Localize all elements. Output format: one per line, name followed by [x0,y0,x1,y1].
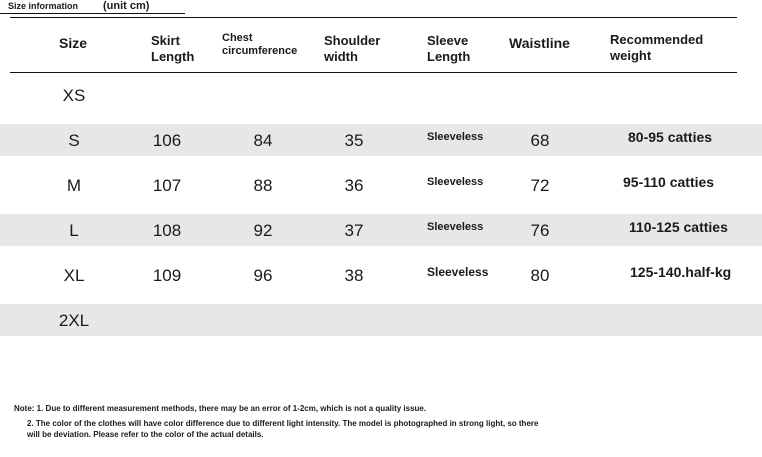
cell-sleeve: Sleeveless [427,131,484,143]
cell-waist: 72 [530,176,550,195]
header-shoulder [324,33,380,64]
cell-size: M [66,176,82,195]
row-band-2xl [0,304,762,336]
header-shoulder-line1: Shoulder [324,33,381,48]
header-waistline: Waistline [509,35,570,51]
cell-size: 2XL [58,311,90,330]
cell-weight: 80-95 catties [628,129,713,145]
header-sleeve-line2: Length [427,48,471,64]
header-chest-line2: circumference [222,45,298,58]
header-skirt-length [151,33,194,64]
cell-waist: 68 [530,131,550,150]
note-line-2: 2. The color of the clothes will have color difference due to different light intensity. The model is photographed in strong light, so there [27,419,539,428]
cell-chest: 84 [253,131,273,150]
note-line-3: will be deviation. Please refer to the color of the actual details. [27,430,264,439]
header-skirt-line1: Skirt [151,33,180,48]
header-shoulder-line2: width [324,48,358,64]
cell-skirt: 107 [152,176,182,195]
cell-weight: 95-110 catties [623,174,715,190]
cell-waist: 76 [530,221,550,240]
cell-chest: 92 [253,221,273,240]
cell-shoulder: 38 [344,266,364,285]
cell-sleeve: Sleeveless [427,265,489,279]
header-chest-line1: Chest [222,32,253,44]
header-skirt-line2: Length [151,48,195,64]
cell-chest: 88 [253,176,273,195]
header-weight-line1: Recommended [610,32,704,47]
cell-size: S [68,131,80,150]
cell-waist: 80 [530,266,550,285]
header-bottom-rule [10,72,737,73]
cell-sleeve: Sleeveless [427,176,484,188]
header-chest [222,32,297,58]
size-info-title: Size information [8,1,79,11]
cell-chest: 96 [253,266,273,285]
cell-shoulder: 35 [344,131,364,150]
cell-shoulder: 37 [344,221,364,240]
cell-size: XL [63,266,85,285]
unit-label: (unit cm) [103,0,150,12]
title-underline [0,13,185,14]
header-sleeve [427,33,470,64]
table-top-rule [10,17,737,18]
cell-skirt: 108 [152,221,182,240]
header-weight-line2: weight [610,47,652,63]
cell-size: L [69,221,79,240]
cell-shoulder: 36 [344,176,364,195]
cell-weight: 110-125 catties [629,219,728,235]
header-weight [610,32,703,63]
cell-weight: 125-140.half-kg [630,264,732,280]
note-line-1: Note: 1. Due to different measurement methods, there may be an error of 1-2cm, which is not a quality issue. [14,404,427,413]
header-sleeve-line1: Sleeve [427,33,469,48]
header-size: Size [59,35,88,51]
cell-skirt: 109 [152,266,182,285]
cell-sleeve: Sleeveless [427,221,484,233]
cell-size: XS [62,86,86,105]
cell-skirt: 106 [152,131,182,150]
